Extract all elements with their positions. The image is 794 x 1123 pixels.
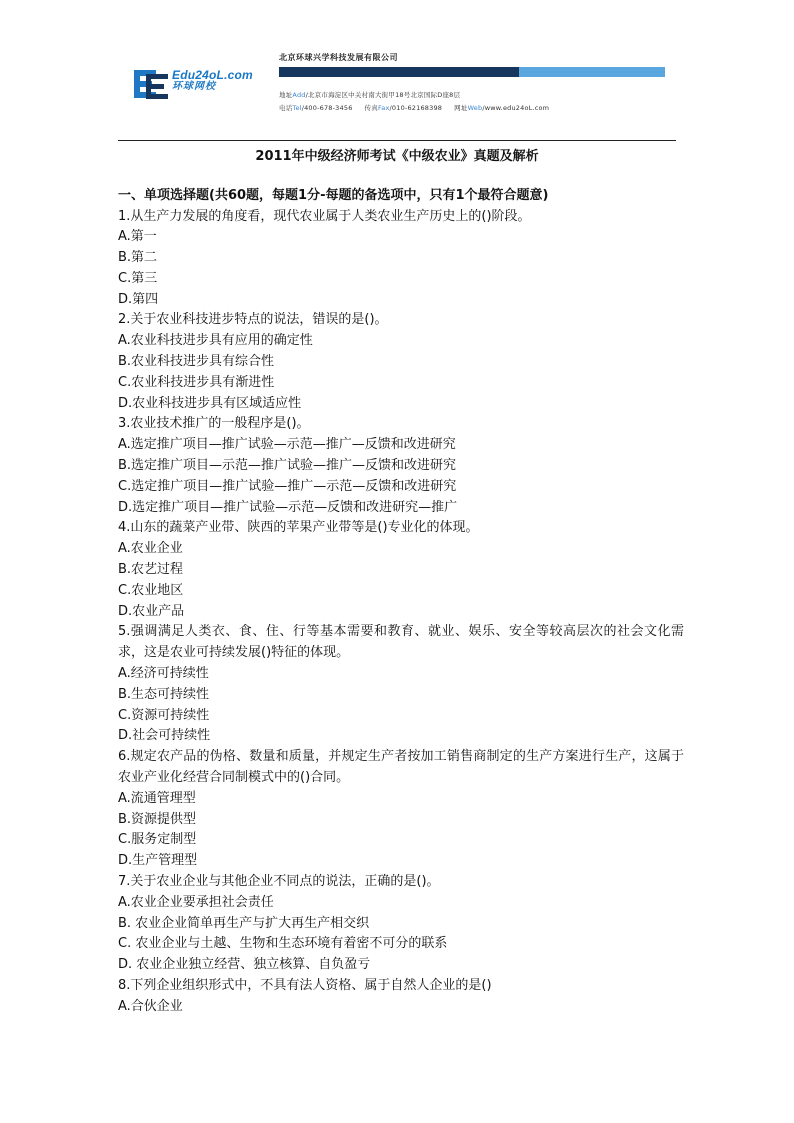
option: B.农艺过程 [118,562,184,578]
option: A.农业企业 [118,541,183,557]
contact-line [279,103,549,112]
web-value: /www.edu24oL.com [482,104,550,112]
question-2 [118,310,684,414]
option: C.农业科技进步具有渐进性 [118,374,275,390]
option: C.资源可持续性 [118,707,210,723]
option: B.第二 [118,250,158,266]
question-stem: 8.下列企业组织形式中，不具有法人资格、属于自然人企业的是() [118,977,492,993]
question-stem: 2.关于农业科技进步特点的说法，错误的是()。 [118,312,388,328]
logo-text-en: Edu24oL.com [172,68,253,82]
fax-label: 传真 [364,104,378,112]
document-title: 2011年中级经济师考试《中级农业》真题及解析 [255,149,539,164]
section-heading: 一、单项选择题(共60题，每题1分-每题的备选项中，只有1个最符合题意) [118,188,549,203]
question-8 [118,976,684,1018]
fax-value: /010-62168398 [389,104,443,112]
address-value: /北京市海淀区中关村南大街甲18号北京国际D座8层 [305,91,461,99]
option: C.农业地区 [118,582,184,598]
option: C. 农业企业与土越、生物和生态环境有着密不可分的联系 [118,936,448,952]
option: A.合伙企业 [118,998,183,1014]
option: A.流通管理型 [118,790,196,806]
option: B.资源提供型 [118,811,197,827]
option: C.服务定制型 [118,832,197,848]
question-stem: 6.规定农产品的伪格、数量和质量，并规定生产者按加工销售商制定的生产方案进行生产，这属于农业产业化经营合同制模式中的()合同。 [118,749,684,786]
option: D. 农业企业独立经营、独立核算、自负盈亏 [118,957,371,973]
option: A.农业科技进步具有应用的确定性 [118,333,313,349]
tel-label: 电话 [279,104,293,112]
logo-text-cn: 环球网校 [172,81,216,92]
option: A.经济可持续性 [118,666,209,682]
option: D.社会可持续性 [118,728,211,744]
option: A.选定推广项目—推广试验—示范—推广—反馈和改进研究 [118,437,456,453]
question-4 [118,518,684,622]
question-stem: 1.从生产力发展的角度看，现代农业属于人类农业生产历史上的()阶段。 [118,208,531,224]
question-stem: 5.强调满足人类衣、食、住、行等基本需要和教育、就业、娱乐、安全等较高层次的社会文化需求，这是农业可持续发展()特征的体现。 [118,624,684,661]
web-label: 网址 [454,104,468,112]
header-color-bar [279,67,665,77]
option: D.农业产品 [118,603,185,619]
option: D.选定推广项目—推广试验—示范—反馈和改进研究—推广 [118,499,458,515]
address-label-en: Add [292,91,306,99]
question-3 [118,414,684,518]
tel-label-en: Tel [292,104,302,112]
option: A.农业企业要承担社会责任 [118,894,274,910]
option: D.第四 [118,291,159,307]
question-5 [118,622,684,747]
option: B.选定推广项目—示范—推广试验—推广—反馈和改进研究 [118,458,457,474]
option: D.生产管理型 [118,853,198,869]
question-7 [118,872,684,976]
option: B. 农业企业简单再生产与扩大再生产相交织 [118,915,370,931]
option: B.农业科技进步具有综合性 [118,354,275,370]
option: D.农业科技进步具有区域适应性 [118,395,302,411]
edu24ol-logo [132,66,252,102]
question-stem: 7.关于农业企业与其他企业不同点的说法，正确的是()。 [118,874,440,889]
question-stem: 3.农业技术推广的一般程序是()。 [118,416,310,432]
header-divider [118,140,676,141]
web-label-en: Web [467,104,483,112]
question-stem: 4.山东的蔬菜产业带、陕西的苹果产业带等是()专业化的体现。 [118,520,479,536]
option: C.第三 [118,270,158,286]
option: B.生态可持续性 [118,686,210,702]
logo-mark-icon [132,66,172,102]
fax-label-en: Fax [377,104,390,112]
tel-value: /400-678-3456 [301,104,353,112]
address-line [279,90,460,99]
document-body [118,186,684,1018]
option: C.选定推广项目—推广试验—推广—示范—反馈和改进研究 [118,478,457,494]
question-6 [118,747,684,872]
letterhead [0,0,794,130]
option: A.第一 [118,229,157,245]
company-name: 北京环球兴学科技发展有限公司 [279,53,398,62]
address-label: 地址 [279,91,293,99]
question-1 [118,207,684,311]
